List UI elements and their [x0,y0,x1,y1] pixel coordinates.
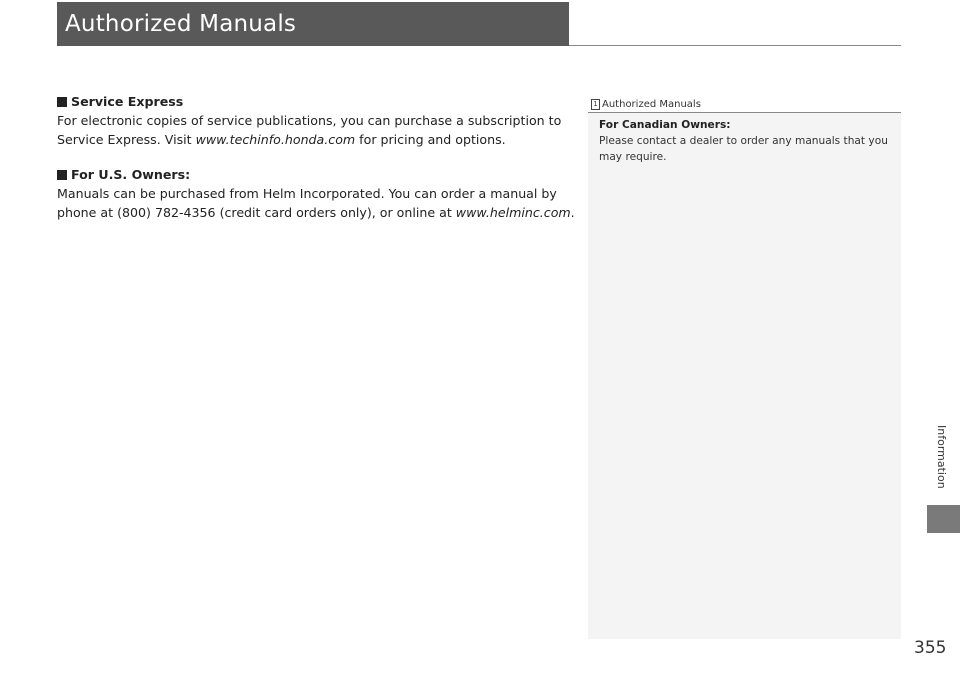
square-bullet-icon [57,170,67,180]
body-text: Manuals can be purchased from Helm Incorporated. You can order a manual by phone at (800) 782-4356 (credit card orders only), or online at [57,186,557,220]
techinfo-link[interactable]: www.techinfo.honda.com [195,132,356,147]
sidebar-subheading: For Canadian Owners: [599,119,731,131]
section-body [57,111,577,149]
section-heading-text: Service Express [71,94,184,109]
reference-icon: 1 [591,99,600,110]
body-text: . [570,205,575,220]
section-body [57,184,577,222]
sidebar-note [588,96,901,639]
section-heading-text: For U.S. Owners: [71,167,191,182]
main-content [57,93,577,239]
section-heading [57,166,577,183]
body-text: for pricing and options. [355,132,506,147]
section-us-owners [57,166,577,222]
thumb-tab-label: Information [935,425,948,489]
square-bullet-icon [57,97,67,107]
thumb-tab [927,505,960,533]
section-heading [57,93,577,110]
section-service-express [57,93,577,149]
title-rule [569,45,901,46]
sidebar-header [588,96,901,113]
page-title-bar [57,2,569,46]
helminc-link[interactable]: www.helminc.com [455,205,571,220]
body-text: For electronic copies of service publications, you can purchase a subscription to Service Express. Visit [57,113,562,147]
sidebar-text: Please contact a dealer to order any manuals that you may require. [599,135,888,163]
sidebar-title: Authorized Manuals [602,98,701,110]
page-number: 355 [914,638,947,658]
page-title: Authorized Manuals [65,11,297,37]
